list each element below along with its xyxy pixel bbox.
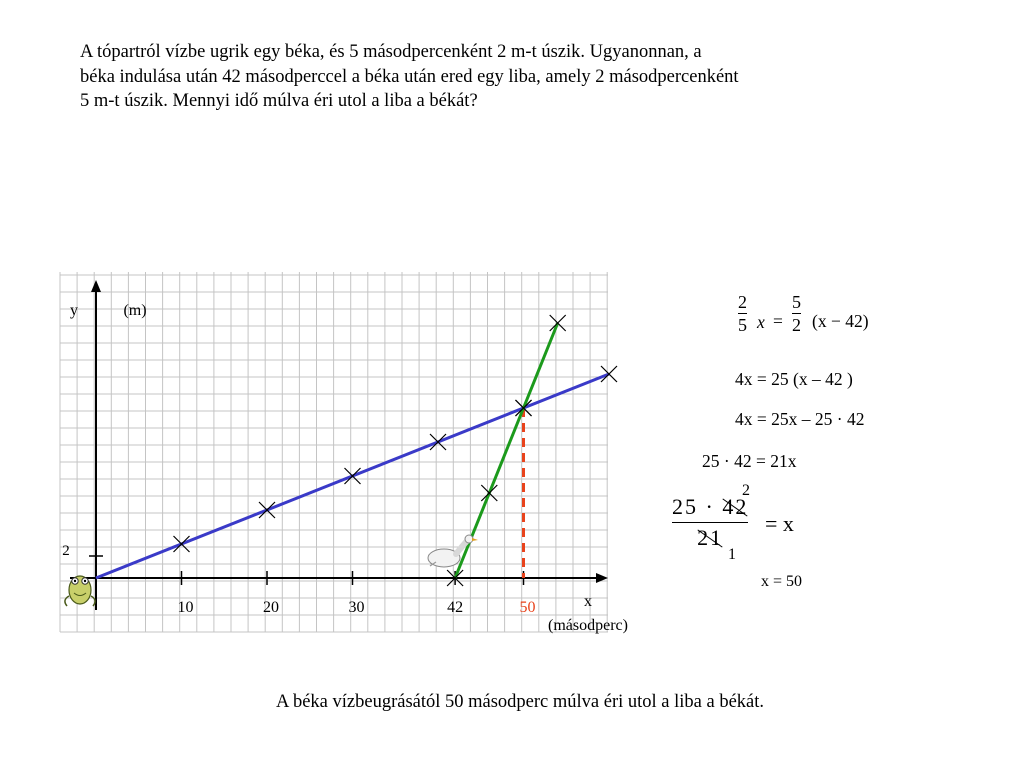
eq1-lhs-denominator: 5 — [738, 315, 747, 335]
equation-3: 4x = 25x – 25 · 42 — [735, 409, 865, 429]
eq5-dot: · — [705, 494, 715, 519]
x-tick-label: 30 — [348, 599, 365, 616]
problem-text: A tópartról vízbe ugrik egy béka, és 5 másodpercenként 2 m-t úszik. Ugyanonnan, a béka indulása után 42 másodperccel a béka után ered egy liba, amely 2 másodpercenként 5 m-t úszik. Mennyi idő múlva éri utol a liba a békát? — [80, 42, 739, 111]
result: x = 50 — [761, 573, 803, 590]
eq5-num-b-cancelled: 42 — [722, 494, 749, 519]
eq5-num-a: 25 — [672, 494, 698, 519]
x-tick-label: 10 — [177, 599, 194, 616]
eq5-cancel-bottom: 1 — [728, 546, 736, 563]
y-axis-label: y — [70, 302, 78, 319]
conclusion-text: A béka vízbeugrásától 50 másodperc múlva éri utol a liba a békát. — [276, 692, 765, 712]
eq1-rhs-expression: (x − 42) — [812, 311, 869, 331]
eq5-denominator-cancelled: 21 — [697, 525, 724, 550]
eq1-rhs-denominator: 2 — [792, 315, 801, 335]
eq1-equals: = — [773, 311, 783, 331]
eq5-cancel-top: 2 — [742, 482, 750, 499]
y-tick-label: 2 — [62, 543, 70, 559]
x-tick-label: 20 — [263, 599, 279, 616]
eq5-rhs-text: = x — [765, 511, 794, 536]
equation-2: 4x = 25 (x – 42 ) — [735, 369, 853, 389]
eq5-rhs — [765, 511, 794, 537]
eq1-rhs-fraction — [792, 292, 801, 335]
eq5-fraction — [672, 494, 748, 551]
eq1-lhs-numerator: 2 — [738, 292, 747, 312]
eq1-lhs-variable: x — [757, 312, 765, 332]
eq1-lhs-fraction — [738, 292, 747, 335]
x-axis-label: x — [584, 593, 592, 610]
y-axis-unit: (m) — [123, 302, 147, 319]
x-axis-unit: (másodperc) — [548, 617, 628, 634]
x-tick-label: 50 — [519, 599, 536, 616]
eq5-numerator — [672, 494, 748, 520]
equation-4: 25 · 42 = 21x — [702, 451, 797, 471]
eq1-rhs-numerator: 5 — [792, 292, 801, 312]
x-tick-label: 42 — [447, 599, 464, 616]
